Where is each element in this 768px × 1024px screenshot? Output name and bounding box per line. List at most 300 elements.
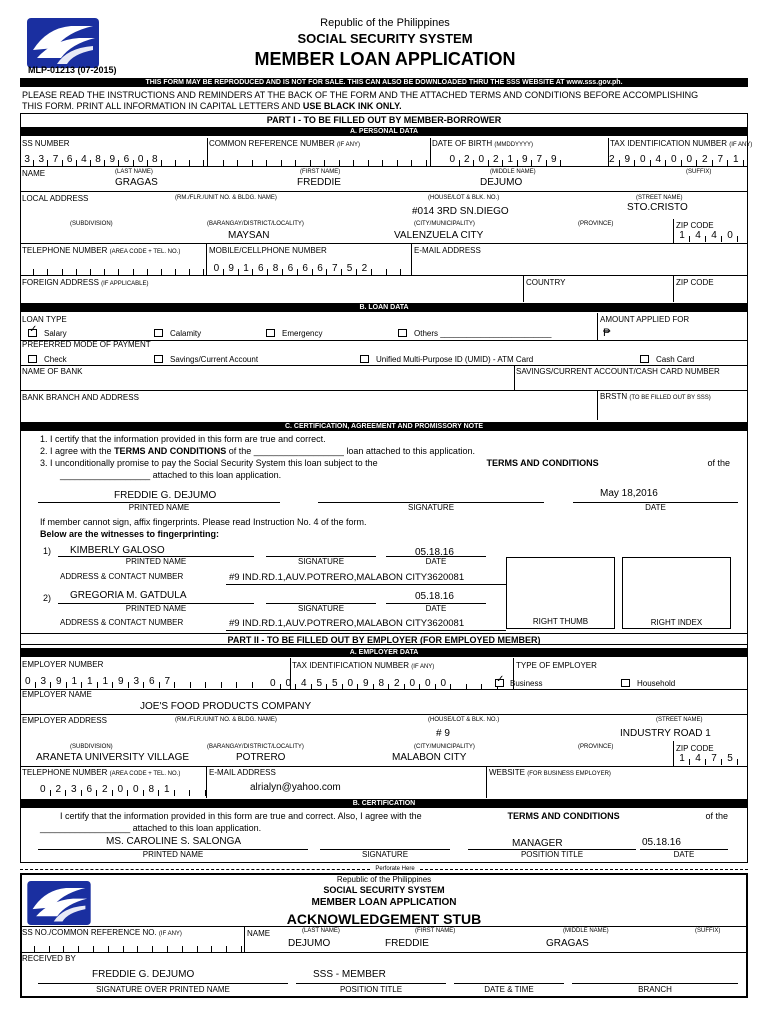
digit-cell: 0 xyxy=(343,679,359,690)
er-city-value[interactable]: MALABON CITY xyxy=(392,752,467,763)
business-option: Business xyxy=(510,679,543,688)
digit-cell: 0 xyxy=(134,155,148,166)
dob-label: DATE OF BIRTH (MMDDYYYY) xyxy=(432,139,534,148)
digit-cell xyxy=(398,155,413,166)
cert-item-1: 1. I certify that the information provided in this form are true and correct. xyxy=(40,434,326,444)
digit-cell: 0 xyxy=(682,155,698,166)
digit-cell xyxy=(77,264,91,275)
digit-cell xyxy=(175,677,191,688)
digit-cell: 9 xyxy=(105,155,119,166)
telephone-label: TELEPHONE NUMBER (AREA CODE + TEL. NO.) xyxy=(22,246,181,255)
middle-name-value[interactable]: DEJUMO xyxy=(480,177,523,188)
digit-cell: 9 xyxy=(51,677,67,688)
digit-cell: 6 xyxy=(119,155,133,166)
subdivision-caption: (SUBDIVISION) xyxy=(70,221,113,227)
digit-cell xyxy=(91,264,105,275)
digit-cell xyxy=(109,941,124,952)
digit-cell xyxy=(20,941,35,952)
digit-cell xyxy=(162,264,176,275)
loan-type-label: LOAN TYPE xyxy=(22,315,67,324)
tin-label: TAX IDENTIFICATION NUMBER (IF ANY) xyxy=(610,139,753,148)
digit-cell: 2 xyxy=(604,155,620,166)
employer-cert-text: I certify that the information provided in this form are true and correct. Also, I agree with the TERMS AND CONDITIONS of the xyxy=(60,811,728,821)
digit-cell: 0 xyxy=(635,155,651,166)
digit-cell xyxy=(50,941,65,952)
employer-signer-name[interactable]: MS. CAROLINE S. SALONGA xyxy=(106,836,242,847)
calamity-option: Calamity xyxy=(170,329,202,338)
stub-last-name[interactable]: DEJUMO xyxy=(288,938,331,949)
witness-2-signature-caption: SIGNATURE xyxy=(297,604,345,613)
digit-cell: 0 xyxy=(128,785,144,796)
er-telephone-label: TELEPHONE NUMBER (AREA CODE + TEL. NO.) xyxy=(22,768,181,777)
employer-signature-caption: SIGNATURE xyxy=(361,850,409,859)
stub-last-caption: (LAST NAME) xyxy=(302,928,340,934)
digit-cell: 0 xyxy=(113,785,129,796)
digit-cell: 8 xyxy=(268,264,283,275)
digit-cell: 6 xyxy=(82,785,98,796)
digit-cell: 1 xyxy=(67,677,83,688)
digit-cell xyxy=(190,155,204,166)
digit-cell: 2 xyxy=(357,264,372,275)
province-caption: (PROVINCE) xyxy=(578,221,614,227)
digit-cell: 1 xyxy=(98,677,114,688)
digit-cell: 4 xyxy=(77,155,91,166)
digit-cell: 3 xyxy=(66,785,82,796)
instructions-line2: THIS FORM. PRINT ALL INFORMATION IN CAPITAL LETTERS AND USE BLACK INK ONLY. xyxy=(22,101,402,111)
digit-cell: 6 xyxy=(253,264,268,275)
digit-cell: 5 xyxy=(327,679,343,690)
barangay-value[interactable]: MAYSAN xyxy=(228,230,270,241)
foreign-zip-label: ZIP CODE xyxy=(676,278,714,287)
digit-cell: 9 xyxy=(547,155,562,166)
digit-cell: 3 xyxy=(36,677,52,688)
member-date-caption: DATE xyxy=(645,503,666,512)
witness-1-number: 1) xyxy=(43,546,52,556)
last-name-value[interactable]: GRAGAS xyxy=(115,177,158,188)
digit-cell: 3 xyxy=(34,155,48,166)
digit-cell: 5 xyxy=(312,679,328,690)
digit-cell xyxy=(224,155,239,166)
digit-cell xyxy=(134,264,148,275)
stub-branch-caption: BRANCH xyxy=(638,985,672,994)
digit-cell: 0 xyxy=(474,155,489,166)
digit-cell xyxy=(35,941,50,952)
digit-cell xyxy=(369,155,384,166)
employer-number-label: EMPLOYER NUMBER xyxy=(22,660,104,669)
digit-cell xyxy=(227,941,242,952)
digit-cell xyxy=(79,941,94,952)
digit-cell xyxy=(206,677,222,688)
mobile-digits[interactable] xyxy=(209,264,401,275)
digit-cell xyxy=(282,155,297,166)
stub-sig-caption: SIGNATURE OVER PRINTED NAME xyxy=(96,985,230,994)
er-province-caption: (PROVINCE) xyxy=(578,744,614,750)
er-barangay-caption: (BARANGAY/DISTRICT/LOCALITY) xyxy=(207,744,304,750)
personal-data-title: A. PERSONAL DATA xyxy=(20,127,748,136)
digit-cell: 0 xyxy=(420,679,436,690)
stub-ss-digits[interactable] xyxy=(20,941,242,952)
digit-cell: 3 xyxy=(20,155,34,166)
witness-1-date[interactable]: 05.18.16 xyxy=(415,547,454,558)
member-printed-name-caption: PRINTED NAME xyxy=(128,503,190,512)
check-payment-option: Check xyxy=(44,355,67,364)
crn-label: COMMON REFERENCE NUMBER (IF ANY) xyxy=(209,139,361,148)
digit-cell xyxy=(412,155,427,166)
digit-cell xyxy=(168,941,183,952)
digit-cell: 7 xyxy=(713,155,729,166)
employer-signer-position[interactable]: MANAGER xyxy=(512,838,563,849)
digit-cell: 2 xyxy=(460,155,475,166)
digit-cell: 9 xyxy=(358,679,374,690)
digit-cell xyxy=(191,677,207,688)
brstn-label: BRSTN (TO BE FILLED OUT BY SSS) xyxy=(600,392,711,401)
digit-cell: 9 xyxy=(620,155,636,166)
digit-cell: 6 xyxy=(63,155,77,166)
witness-1-name-caption: PRINTED NAME xyxy=(125,557,187,566)
emergency-checkbox[interactable] xyxy=(266,329,275,337)
digit-cell xyxy=(238,155,253,166)
digit-cell: 0 xyxy=(436,679,452,690)
digit-cell xyxy=(153,941,168,952)
suffix-caption: (SUFFIX) xyxy=(686,169,712,175)
digit-divider xyxy=(252,682,253,688)
zip-label: ZIP CODE xyxy=(676,221,714,230)
digit-cell xyxy=(237,677,253,688)
employer-date-caption: DATE xyxy=(673,850,695,859)
first-name-value[interactable]: FREDDIE xyxy=(297,177,341,188)
er-website-label: WEBSITE (FOR BUSINESS EMPLOYER) xyxy=(489,768,611,777)
witness-title: Below are the witnesses to fingerprinting: xyxy=(40,529,220,539)
digit-cell xyxy=(296,155,311,166)
employer-type-label: TYPE OF EMPLOYER xyxy=(516,661,597,670)
city-caption: (CITY/MUNICIPALITY) xyxy=(414,221,475,227)
digit-cell xyxy=(105,264,119,275)
digit-cell: 7 xyxy=(160,677,176,688)
witness-1-name[interactable]: KIMBERLY GALOSO xyxy=(70,545,165,556)
stub-position-caption: POSITION TITLE xyxy=(339,985,403,994)
er-rm-caption: (RM./FLR./UNIT NO. & BLDG. NAME) xyxy=(175,717,277,723)
witness-2-name-caption: PRINTED NAME xyxy=(125,604,187,613)
salary-check-mark: ✓ xyxy=(29,324,38,335)
others-option: Others _________________________ xyxy=(414,329,552,338)
witness-2-date-caption: DATE xyxy=(425,604,447,613)
header-agency: SOCIAL SECURITY SYSTEM xyxy=(297,31,473,46)
digit-cell: 0 xyxy=(281,679,297,690)
digit-cell: 7 xyxy=(706,754,722,765)
stub-first-name[interactable]: FREDDIE xyxy=(385,938,429,949)
digit-cell: 4 xyxy=(706,231,722,242)
digit-cell xyxy=(148,264,162,275)
household-option: Household xyxy=(637,679,676,688)
right-thumb-label: RIGHT THUMB xyxy=(532,617,589,626)
zip-digits[interactable] xyxy=(674,231,738,242)
stub-form: MEMBER LOAN APPLICATION xyxy=(311,897,457,908)
telephone-digits[interactable] xyxy=(20,264,204,275)
employer-address-label: EMPLOYER ADDRESS xyxy=(22,716,107,725)
digit-cell: 0 xyxy=(265,679,281,690)
business-check-mark: ✓ xyxy=(496,674,505,685)
witness-1-signature-caption: SIGNATURE xyxy=(297,557,345,566)
witness-1-date-caption: DATE xyxy=(425,557,447,566)
dob-digits[interactable] xyxy=(445,155,561,166)
form-title: MEMBER LOAN APPLICATION xyxy=(254,49,516,69)
part1-title: PART I - TO BE FILLED OUT BY MEMBER-BORROWER xyxy=(266,115,502,125)
er-street-caption: (STREET NAME) xyxy=(656,717,703,723)
digit-divider xyxy=(737,759,738,765)
household-checkbox[interactable] xyxy=(621,679,630,687)
house-caption: (HOUSE/LOT & BLK. NO.) xyxy=(428,195,500,201)
digit-cell: 1 xyxy=(674,754,690,765)
digit-cell: 1 xyxy=(503,155,518,166)
digit-cell xyxy=(383,155,398,166)
foreign-address-label: FOREIGN ADDRESS (IF APPLICABLE) xyxy=(22,278,149,287)
digit-cell xyxy=(175,785,191,796)
digit-cell: 5 xyxy=(722,754,738,765)
digit-cell xyxy=(124,941,139,952)
loan-data-title: B. LOAN DATA xyxy=(20,303,748,312)
digit-cell: 4 xyxy=(651,155,667,166)
digit-cell xyxy=(64,941,79,952)
digit-cell: 6 xyxy=(283,264,298,275)
digit-cell xyxy=(340,155,355,166)
sss-logo xyxy=(27,18,99,68)
right-index-label: RIGHT INDEX xyxy=(650,618,703,627)
digit-cell xyxy=(138,941,153,952)
employer-sign-date[interactable]: 05.18.16 xyxy=(642,837,681,848)
digit-cell xyxy=(190,785,206,796)
digit-cell: 9 xyxy=(224,264,239,275)
amount-label: AMOUNT APPLIED FOR xyxy=(600,315,690,324)
digit-cell xyxy=(311,155,326,166)
digit-cell: 1 xyxy=(674,231,690,242)
digit-cell: 7 xyxy=(327,264,342,275)
digit-cell: 3 xyxy=(129,677,145,688)
digit-cell: 6 xyxy=(313,264,328,275)
digit-cell: 6 xyxy=(144,677,160,688)
certification-title: C. CERTIFICATION, AGREEMENT AND PROMISSORY NOTE xyxy=(20,422,748,431)
witness-2-name[interactable]: GREGORIA M. GATDULA xyxy=(70,590,187,601)
peso-sign: ₱ xyxy=(603,327,611,339)
stub-datetime-caption: DATE & TIME xyxy=(484,985,534,994)
member-sign-date[interactable]: May 18,2016 xyxy=(600,488,658,499)
cert-item-2: 2. I agree with the TERMS AND CONDITIONS of the __________________ loan attached to this application. xyxy=(40,446,475,456)
digit-cell xyxy=(183,941,198,952)
er-subdivision-caption: (SUBDIVISION) xyxy=(70,744,113,750)
witness-2-addr-caption: ADDRESS & CONTACT NUMBER xyxy=(60,618,184,627)
digit-cell: 2 xyxy=(51,785,67,796)
email-label: E-MAIL ADDRESS xyxy=(414,246,481,255)
digit-cell: 5 xyxy=(342,264,357,275)
er-barangay-value[interactable]: POTRERO xyxy=(236,752,286,763)
digit-cell: 1 xyxy=(82,677,98,688)
savings-payment-checkbox[interactable] xyxy=(154,355,163,363)
fingerprint-note: If member cannot sign, affix fingerprints. Please read Instruction No. 4 of the form. xyxy=(40,517,367,527)
digit-cell: 0 xyxy=(20,677,36,688)
digit-cell: 2 xyxy=(697,155,713,166)
digit-cell: 8 xyxy=(144,785,160,796)
digit-cell: 1 xyxy=(239,264,254,275)
er-telephone-digits[interactable] xyxy=(35,785,206,796)
er-house-caption: (HOUSE/LOT & BLK. NO.) xyxy=(428,717,500,723)
digit-cell xyxy=(94,941,109,952)
country-label: COUNTRY xyxy=(526,278,566,287)
first-name-caption: (FIRST NAME) xyxy=(300,169,341,175)
account-number-label: SAVINGS/CURRENT ACCOUNT/CASH CARD NUMBER xyxy=(516,367,720,376)
digit-cell: 1 xyxy=(728,155,744,166)
digit-cell: 0 xyxy=(445,155,460,166)
employer-cert-text-cont: __________________ attached to this loan application. xyxy=(40,823,262,833)
middle-name-caption: (MIDDLE NAME) xyxy=(490,169,536,175)
cashcard-payment-checkbox[interactable] xyxy=(640,355,649,363)
member-printed-name[interactable]: FREDDIE G. DEJUMO xyxy=(114,490,217,501)
digit-cell: 0 xyxy=(209,264,224,275)
digit-cell xyxy=(267,155,282,166)
employer-number-digits[interactable] xyxy=(20,677,253,688)
er-house-value[interactable]: # 9 xyxy=(436,728,450,739)
tin-digits[interactable] xyxy=(604,155,744,166)
check-payment-checkbox[interactable] xyxy=(28,355,37,363)
employer-data-title: A. EMPLOYER DATA xyxy=(20,648,748,657)
digit-divider xyxy=(205,790,206,796)
stub-first-caption: (FIRST NAME) xyxy=(415,928,456,934)
digit-cell xyxy=(119,264,133,275)
digit-cell: 8 xyxy=(148,155,162,166)
stub-agency: SOCIAL SECURITY SYSTEM xyxy=(323,885,445,895)
digit-cell: 4 xyxy=(690,231,706,242)
digit-cell: 0 xyxy=(35,785,51,796)
cashcard-payment-option: Cash Card xyxy=(656,355,695,364)
reproduction-notice: THIS FORM MAY BE REPRODUCED AND IS NOT FOR SALE. THIS CAN ALSO BE DOWNLOADED THRU THE SSS WEBSITE AT www.sss.gov.ph. xyxy=(20,78,748,87)
city-value[interactable]: VALENZUELA CITY xyxy=(394,230,484,241)
bank-name-label: NAME OF BANK xyxy=(22,367,83,376)
street-caption: (STREET NAME) xyxy=(636,195,683,201)
stub-name-label: NAME xyxy=(247,929,271,938)
digit-cell xyxy=(190,264,204,275)
digit-cell xyxy=(325,155,340,166)
employer-tin-label: TAX IDENTIFICATION NUMBER (IF ANY) xyxy=(292,661,435,670)
part2-title: PART II - TO BE FILLED OUT BY EMPLOYER (FOR EMPLOYED MEMBER) xyxy=(227,635,541,645)
digit-cell xyxy=(162,155,176,166)
digit-cell: 7 xyxy=(48,155,62,166)
digit-cell: 8 xyxy=(374,679,390,690)
emergency-option: Emergency xyxy=(282,329,323,338)
digit-cell: 1 xyxy=(159,785,175,796)
payment-mode-label: PREFERRED MODE OF PAYMENT xyxy=(22,340,151,349)
digit-cell: 8 xyxy=(91,155,105,166)
instructions-line1: PLEASE READ THE INSTRUCTIONS AND REMINDERS AT THE BACK OF THE FORM AND THE ATTACHED TERMS AND CONDITIONS BEFORE ACCOMPLISHING xyxy=(22,90,699,100)
calamity-checkbox[interactable] xyxy=(154,329,163,337)
er-zip-label: ZIP CODE xyxy=(676,744,714,753)
last-name-caption: (LAST NAME) xyxy=(115,169,153,175)
stub-received-position[interactable]: SSS - MEMBER xyxy=(313,969,386,980)
digit-cell: 0 xyxy=(405,679,421,690)
digit-cell xyxy=(176,264,190,275)
digit-cell: 4 xyxy=(296,679,312,690)
digit-cell xyxy=(212,941,227,952)
stub-received-label: RECEIVED BY xyxy=(22,954,76,963)
digit-cell: 0 xyxy=(722,231,738,242)
employer-name-caption: PRINTED NAME xyxy=(142,850,204,859)
er-email-value[interactable]: alrialyn@yahoo.com xyxy=(250,782,341,793)
digit-cell xyxy=(20,264,34,275)
digit-cell: 7 xyxy=(532,155,547,166)
umid-payment-checkbox[interactable] xyxy=(360,355,369,363)
stub-republic: Republic of the Philippines xyxy=(336,875,432,884)
salary-option: Salary xyxy=(44,329,67,338)
employer-cert-title: B. CERTIFICATION xyxy=(20,799,748,808)
digit-cell xyxy=(198,941,213,952)
rm-caption: (RM./FLR./UNIT NO. & BLDG. NAME) xyxy=(175,195,277,201)
employer-name-label: EMPLOYER NAME xyxy=(22,690,92,699)
perforate-label: Perforate Here xyxy=(375,866,415,872)
digit-cell: 2 xyxy=(389,679,405,690)
er-subdivision-value[interactable]: ARANETA UNIVERSITY VILLAGE xyxy=(36,752,190,763)
bank-branch-label: BANK BRANCH AND ADDRESS xyxy=(22,393,139,402)
stub-suffix-caption: (SUFFIX) xyxy=(695,928,721,934)
er-zip-digits[interactable] xyxy=(674,754,738,765)
er-email-label: E-MAIL ADDRESS xyxy=(209,768,276,777)
mobile-label: MOBILE/CELLPHONE NUMBER xyxy=(209,246,327,255)
barangay-caption: (BARANGAY/DISTRICT/LOCALITY) xyxy=(207,221,304,227)
witness-2-address[interactable]: #9 IND.RD.1,AUV.POTRERO,MALABON CITY3620081 xyxy=(229,619,465,629)
digit-cell xyxy=(176,155,190,166)
digit-cell xyxy=(222,677,238,688)
digit-cell xyxy=(63,264,77,275)
header-republic: Republic of the Philippines xyxy=(320,17,450,29)
stub-ss-label: SS NO./COMMON REFERENCE NO. (IF ANY) xyxy=(22,928,182,937)
digit-cell xyxy=(354,155,369,166)
digit-cell: 2 xyxy=(489,155,504,166)
digit-cell xyxy=(372,264,387,275)
digit-cell xyxy=(209,155,224,166)
stub-received-name[interactable]: FREDDIE G. DEJUMO xyxy=(92,969,195,980)
digit-cell xyxy=(48,264,62,275)
stub-middle-name[interactable]: GRAGAS xyxy=(546,938,589,949)
stub-title: ACKNOWLEDGEMENT STUB xyxy=(286,911,482,927)
witness-2-date[interactable]: 05.18.16 xyxy=(415,591,454,602)
form-code: MLP-01213 (07-2015) xyxy=(28,65,117,75)
local-address-label: LOCAL ADDRESS xyxy=(22,194,89,203)
street-value[interactable]: STO.CRISTO xyxy=(627,202,688,213)
employer-name-value[interactable]: JOE'S FOOD PRODUCTS COMPANY xyxy=(140,701,312,712)
digit-cell: 0 xyxy=(666,155,682,166)
stub-middle-caption: (MIDDLE NAME) xyxy=(563,928,609,934)
house-value[interactable]: #014 3RD SN.DIEGO xyxy=(412,206,509,217)
name-label: NAME xyxy=(22,169,46,178)
er-city-caption: (CITY/MUNICIPALITY) xyxy=(414,744,475,750)
crn-digits[interactable] xyxy=(209,155,427,166)
stub-sss-logo xyxy=(24,881,94,925)
employer-position-caption: POSITION TITLE xyxy=(520,850,584,859)
others-checkbox[interactable] xyxy=(398,329,407,337)
digit-cell: 4 xyxy=(690,754,706,765)
digit-cell xyxy=(34,264,48,275)
digit-cell: 9 xyxy=(518,155,533,166)
witness-1-addr-caption: ADDRESS & CONTACT NUMBER xyxy=(60,572,184,581)
digit-divider xyxy=(737,236,738,242)
ss-number-label: SS NUMBER xyxy=(22,139,70,148)
member-signature-caption: SIGNATURE xyxy=(407,503,455,512)
ss-number-digits[interactable] xyxy=(20,155,204,166)
witness-1-address[interactable]: #9 IND.RD.1,AUV.POTRERO,MALABON CITY3620081 xyxy=(229,573,465,583)
umid-payment-option: Unified Multi-Purpose ID (UMID) - ATM Card xyxy=(376,355,534,364)
digit-cell: 2 xyxy=(97,785,113,796)
cert-item-3-cont: __________________ attached to this loan application. xyxy=(60,470,282,480)
digit-cell: 9 xyxy=(113,677,129,688)
er-street-value[interactable]: INDUSTRY ROAD 1 xyxy=(620,728,711,739)
cert-item-3: 3. I unconditionally promise to pay the Social Security System this loan subject to the TERMS AND CONDITIONS of the xyxy=(40,458,730,468)
savings-payment-option: Savings/Current Account xyxy=(170,355,259,364)
